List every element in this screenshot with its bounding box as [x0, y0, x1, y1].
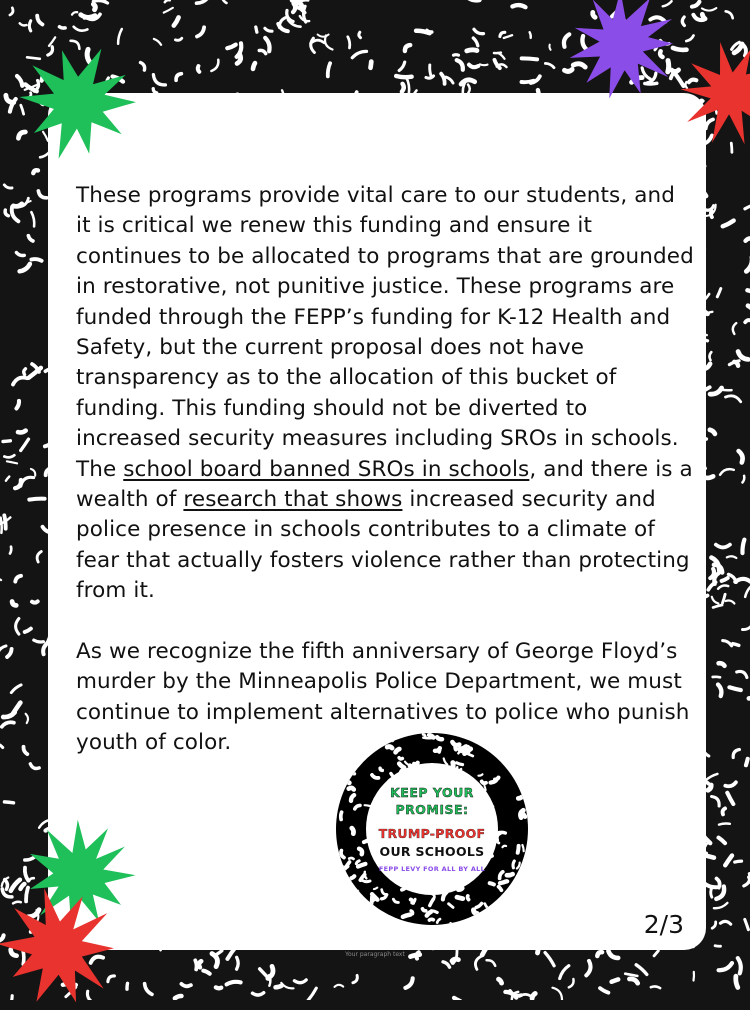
paragraph-1-text-a: These programs provide vital care to our students, and it is critical we renew this funding and ensure it continues to be allocated to programs that are grounded in restorative, not punitive justice. These programs are funded through the FEPP’s funding for K-12 Health and Safety, but the current proposal does not have transparency as to the allocation of this bucket of funding. This funding should not be diverted to increased security measures including SROs in schools. The	[76, 183, 694, 482]
green-starburst-icon	[18, 42, 138, 162]
page-number: 2/3	[643, 910, 684, 939]
paragraph-2: As we recognize the fifth anniversary of George Floyd’s murder by the Minneapolis Police Department, we must continue to implement alternatives to police who punish youth of color.	[76, 638, 690, 755]
placeholder-footnote: Your paragraph text	[345, 951, 405, 958]
red-starburst-icon	[0, 886, 124, 1010]
purple-starburst-icon	[565, 0, 680, 101]
link-school-board-banned-sros[interactable]: school board banned SROs in schools	[123, 456, 530, 482]
paragraph-1-text-b: , and there is a wealth of	[76, 456, 693, 513]
link-research-that-shows[interactable]: research that shows	[183, 487, 403, 513]
logo-line-our-schools: OUR SCHOOLS	[379, 844, 485, 859]
body-text	[76, 181, 696, 758]
red-starburst-icon	[676, 28, 750, 158]
logo-line-keep-your: KEEP YOUR	[390, 785, 474, 800]
logo-line-fepp-levy: FEPP LEVY FOR ALL BY ALL	[378, 865, 486, 873]
paragraph-1	[76, 181, 696, 607]
keep-your-promise-logo	[336, 733, 528, 925]
logo-line-trump-proof: TRUMP-PROOF	[378, 826, 486, 841]
paragraph-1-text-c: increased security and police presence in schools contributes to a climate of fear that actually fosters violence rather than protecting from it.	[76, 487, 690, 604]
logo-line-promise: PROMISE:	[395, 802, 469, 817]
